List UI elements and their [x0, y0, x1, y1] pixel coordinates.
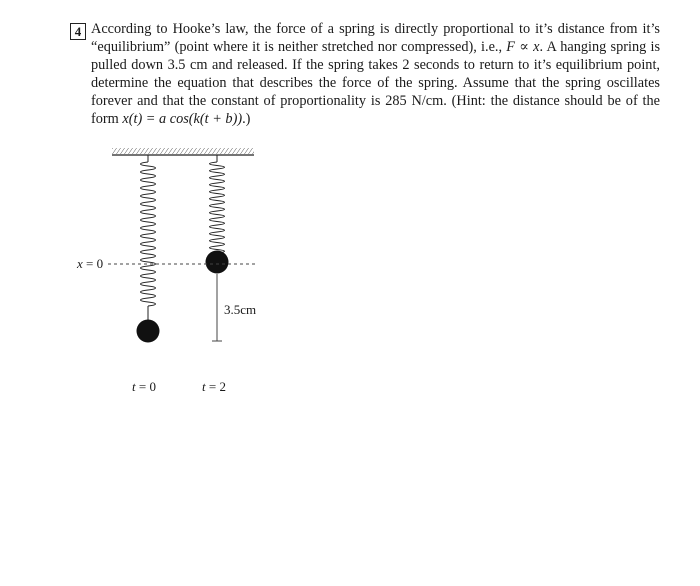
x-value: = 0: [82, 256, 104, 271]
time-label-t2: [202, 379, 226, 395]
displacement-label: 3.5cm: [224, 302, 257, 317]
equilibrium-label: [77, 256, 103, 272]
time-label-t0: [132, 379, 156, 395]
t0-value: = 0: [135, 379, 156, 394]
mass-left: [137, 320, 160, 343]
ceiling: [112, 148, 254, 155]
displacement-marker: [212, 274, 222, 341]
x-variable: x: [77, 256, 83, 271]
t0-variable: t: [132, 379, 136, 394]
spring-right: [210, 155, 225, 256]
problem-number-box: 4: [70, 23, 86, 40]
spring-left: [141, 155, 156, 320]
proportional-rhs: x: [533, 39, 540, 55]
mass-right: [206, 251, 229, 274]
proportional-lhs: F: [506, 39, 516, 55]
t2-value: = 2: [205, 379, 226, 394]
problem-text-part2: . A hanging spring is pulled down 3.5 cm and released. If the spring takes 2 seconds to return to it’s equilibrium point, determine the equation that describes the force of the spring. Assume that the spring oscillates forever and that the constant of proportionality is 285 N/cm. (Hint: the distance should be of the form: [91, 39, 661, 127]
hint-formula: x(t) = a cos(k(t + b)): [122, 111, 243, 127]
proportional-symbol: ∝: [515, 39, 534, 55]
t2-variable: t: [202, 379, 206, 394]
problem-text-part1: According to Hooke’s law, the force of a spring is directly proportional to it’s distance from it’s “equilibrium” (point where it is neither stretched nor compressed), i.e.,: [91, 21, 660, 55]
problem-text-part3: .): [242, 111, 251, 127]
